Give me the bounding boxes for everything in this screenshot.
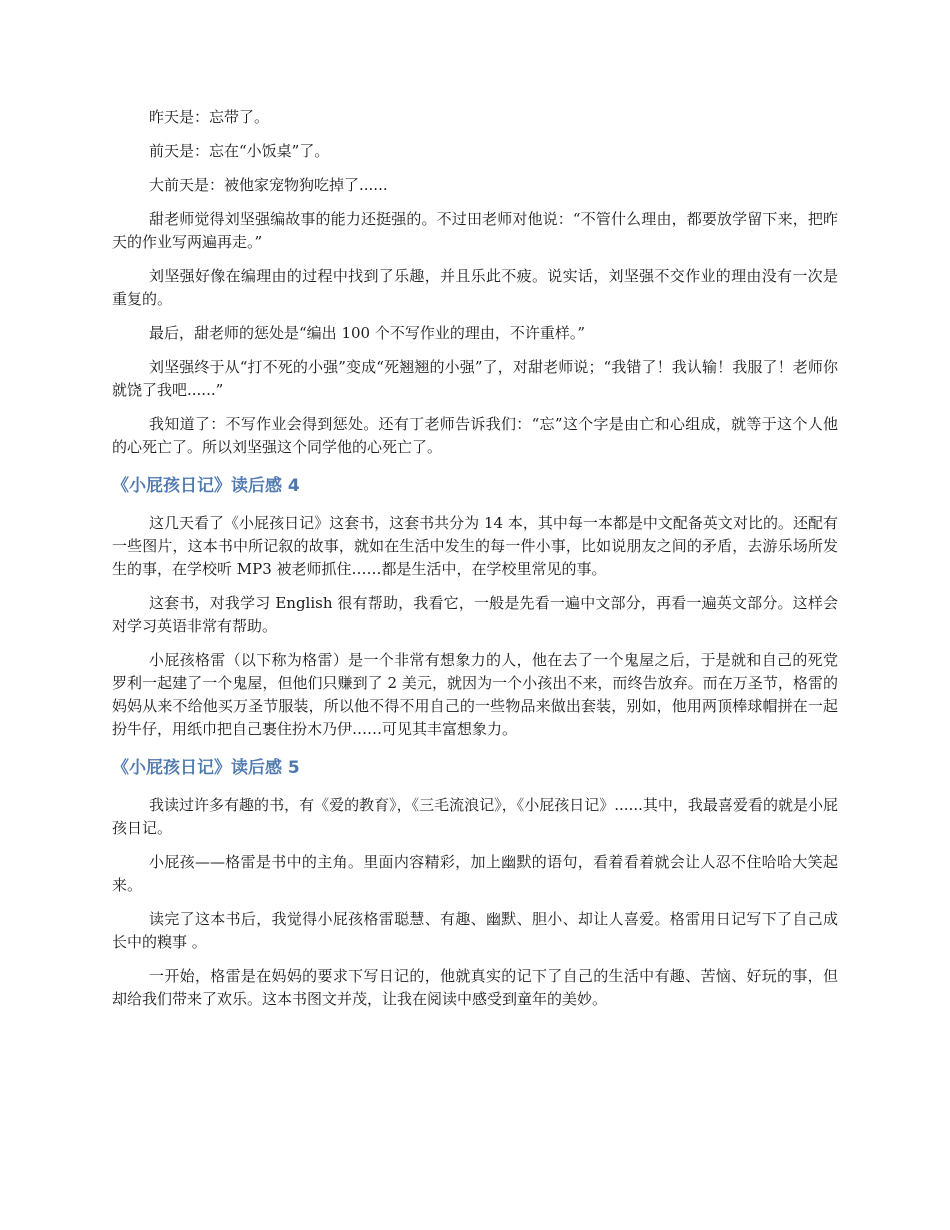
paragraph: 刘坚强好像在编理由的过程中找到了乐趣，并且乐此不疲。说实话，刘坚强不交作业的理由没有一次是重复的。 <box>112 267 838 308</box>
paragraph: 一开始，格雷是在妈妈的要求下写日记的，他就真实的记下了自己的生活中有趣、苦恼、好玩的事，但却给我们带来了欢乐。这本书图文并茂，让我在阅读中感受到童年的美妙。 <box>112 967 838 1008</box>
section-heading-4: 《小屁孩日记》读后感 4 <box>112 476 300 496</box>
paragraph: 最后，甜老师的惩处是“编出 100 个不写作业的理由，不许重样。” <box>149 324 586 342</box>
paragraph: 小屁孩格雷（以下称为格雷）是一个非常有想象力的人，他在去了一个鬼屋之后，于是就和自己的死党罗利一起建了一个鬼屋，但他们只赚到了 2 美元，就因为一个小孩出不来，而终告放弃。而在万圣节，格雷的妈妈从来不给他买万圣节服装，所以他不得不用自己的一些物品来做出套装，别如，他用两顶棒球帽拼在一起扮牛仔，用纸巾把自己裹住扮木乃伊……可见其丰富想象力。 <box>112 651 838 738</box>
paragraph: 甜老师觉得刘坚强编故事的能力还挺强的。不过田老师对他说：“不管什么理由，都要放学留下来，把昨天的作业写两遍再走。” <box>112 210 838 251</box>
paragraph: 小屁孩——格雷是书中的主角。里面内容精彩，加上幽默的语句，看着看着就会让人忍不住哈哈大笑起来。 <box>112 853 838 894</box>
paragraph: 这几天看了《小屁孩日记》这套书，这套书共分为 14 本，其中每一本都是中文配备英文对比的。还配有一些图片，这本书中所记叙的故事，就如在生活中发生的每一件小事，比如说朋友之间的矛盾，去游乐场所发生的事，在学校听 MP3 被老师抓住……都是生活中，在学校里常见的事。 <box>112 514 838 578</box>
paragraph: 昨天是：忘带了。 <box>149 108 270 126</box>
paragraph: 前天是：忘在“小饭桌”了。 <box>149 142 330 160</box>
paragraph: 刘坚强终于从“打不死的小强”变成“死翘翘的小强”了，对甜老师说；“我错了！我认输！我服了！老师你就饶了我吧......” <box>112 358 838 399</box>
paragraph: 大前天是：被他家宠物狗吃掉了...... <box>149 176 388 194</box>
paragraph: 读完了这本书后，我觉得小屁孩格雷聪慧、有趣、幽默、胆小、却让人喜爱。格雷用日记写下了自己成长中的糗事 。 <box>112 910 838 951</box>
section-heading-5: 《小屁孩日记》读后感 5 <box>112 758 300 778</box>
paragraph: 我读过许多有趣的书，有《爱的教育》，《三毛流浪记》，《小屁孩日记》......其中，我最喜爱看的就是小屁孩日记。 <box>112 796 838 837</box>
paragraph: 我知道了：不写作业会得到惩处。还有丁老师告诉我们：“忘”这个字是由亡和心组成，就等于这个人他的心死亡了。所以刘坚强这个同学他的心死亡了。 <box>112 415 838 456</box>
document-page <box>112 106 838 1022</box>
paragraph: 这套书，对我学习 English 很有帮助，我看它，一般是先看一遍中文部分，再看一遍英文部分。这样会对学习英语非常有帮助。 <box>112 594 838 635</box>
